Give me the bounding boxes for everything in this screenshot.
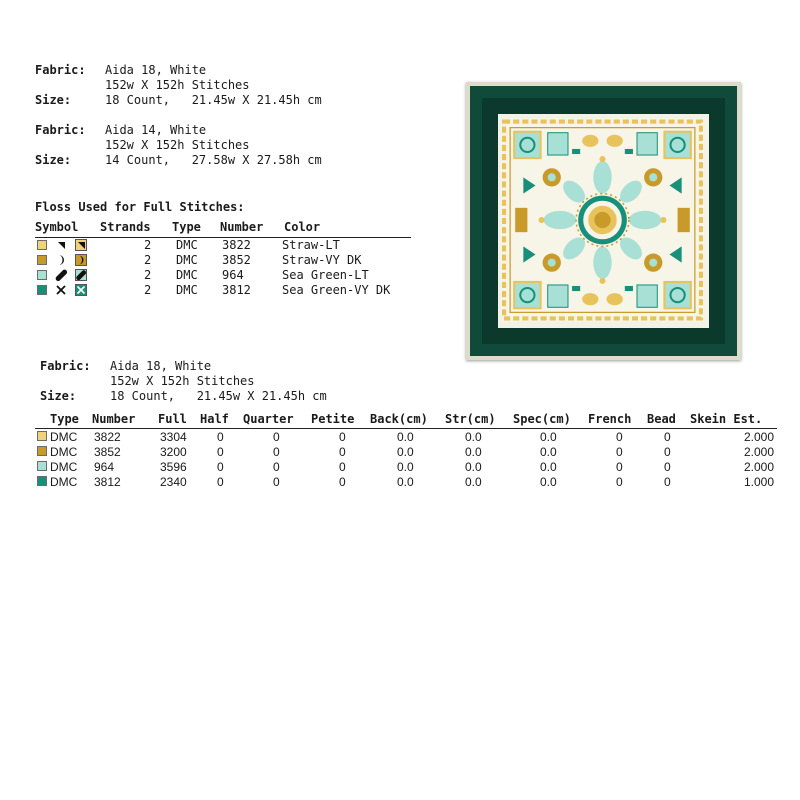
size-label: Size: (35, 153, 72, 167)
color-swatch (37, 240, 47, 250)
floss-number: 3822 (222, 238, 251, 252)
summary-skein: 2.000 (744, 460, 775, 474)
summary-type: DMC (50, 475, 78, 489)
summary-petite: 0 (339, 430, 346, 444)
summary-petite: 0 (339, 475, 346, 489)
floss-strands: 2 (144, 253, 152, 267)
summary-bead: 0 (664, 445, 671, 459)
floss-number: 3812 (222, 283, 251, 297)
summary-header-spec: Spec(cm) (513, 412, 571, 426)
fabric-value: Aida 18, White (105, 63, 207, 77)
cross-symbol-icon (55, 284, 67, 296)
summary-header-quarter: Quarter (243, 412, 294, 426)
floss-type: DMC (176, 268, 198, 282)
floss-header-symbol: Symbol (35, 220, 79, 234)
summary-quarter: 0 (273, 460, 280, 474)
fabric-value: Aida 18, White (110, 359, 212, 373)
summary-number: 3852 (94, 445, 121, 459)
summary-half: 0 (217, 430, 224, 444)
summary-type: DMC (50, 460, 78, 474)
color-swatch (37, 285, 47, 295)
summary-full: 3200 (160, 445, 187, 459)
summary-header-petite: Petite (311, 412, 355, 426)
summary-half: 0 (217, 475, 224, 489)
summary-bead: 0 (664, 460, 671, 474)
summary-petite: 0 (339, 460, 346, 474)
summary-header-back: Back(cm) (370, 412, 428, 426)
color-swatch (37, 446, 47, 456)
frame-mat (498, 114, 709, 328)
pill-symbol-swatch-icon (75, 269, 87, 281)
summary-quarter: 0 (273, 430, 280, 444)
floss-type: DMC (176, 283, 198, 297)
summary-header-str: Str(cm) (445, 412, 496, 426)
summary-str: 0.0 (465, 460, 482, 474)
summary-header-rule (35, 428, 777, 429)
floss-color: Sea Green-VY DK (282, 283, 391, 297)
summary-half: 0 (217, 445, 224, 459)
summary-header-type: Type (50, 412, 79, 426)
summary-str: 0.0 (465, 445, 482, 459)
summary-header-french: French (588, 412, 632, 426)
triangle-symbol-icon (55, 239, 67, 251)
summary-header-number: Number (92, 412, 136, 426)
summary-type: DMC (50, 430, 78, 444)
triangle-symbol-swatch-icon (75, 239, 87, 251)
size-value: 14 Count, 27.58w X 27.58h cm (105, 153, 322, 167)
floss-number: 964 (222, 268, 244, 282)
floss-title: Floss Used for Full Stitches: (35, 200, 245, 214)
color-swatch (37, 431, 47, 441)
stitch-count: 152w X 152h Stitches (105, 138, 250, 152)
summary-quarter: 0 (273, 475, 280, 489)
summary-french: 0 (616, 445, 623, 459)
fabric-label: Fabric: (35, 123, 86, 137)
floss-header-number: Number (220, 220, 264, 234)
summary-back: 0.0 (397, 445, 414, 459)
floss-header-color: Color (284, 220, 321, 234)
summary-str: 0.0 (465, 475, 482, 489)
summary-spec: 0.0 (540, 430, 557, 444)
summary-french: 0 (616, 475, 623, 489)
color-swatch (37, 461, 47, 471)
color-swatch (37, 270, 47, 280)
stitch-count: 152w X 152h Stitches (105, 78, 250, 92)
summary-str: 0.0 (465, 430, 482, 444)
summary-back: 0.0 (397, 430, 414, 444)
summary-bead: 0 (664, 430, 671, 444)
summary-french: 0 (616, 430, 623, 444)
summary-full: 2340 (160, 475, 187, 489)
floss-strands: 2 (144, 238, 152, 252)
cross-symbol-swatch-icon (75, 284, 87, 296)
frame-inner-border (482, 98, 725, 344)
summary-skein: 1.000 (744, 475, 775, 489)
summary-french: 0 (616, 460, 623, 474)
summary-spec: 0.0 (540, 445, 557, 459)
summary-quarter: 0 (273, 445, 280, 459)
summary-skein: 2.000 (744, 430, 775, 444)
summary-number: 964 (94, 460, 115, 474)
stitch-count: 152w X 152h Stitches (110, 374, 255, 388)
summary-half: 0 (217, 460, 224, 474)
summary-header-full: Full (158, 412, 187, 426)
size-label: Size: (40, 389, 77, 403)
summary-header-half: Half (200, 412, 229, 426)
summary-bead: 0 (664, 475, 671, 489)
summary-header-skein: Skein Est. (690, 412, 763, 426)
fabric-value: Aida 14, White (105, 123, 207, 137)
fabric-label: Fabric: (40, 359, 91, 373)
floss-type: DMC (176, 253, 198, 267)
crescent-symbol-swatch-icon (75, 254, 87, 266)
color-swatch (37, 255, 47, 265)
floss-number: 3852 (222, 253, 251, 267)
floss-color: Straw-VY DK (282, 253, 362, 267)
floss-color: Sea Green-LT (282, 268, 369, 282)
summary-full: 3304 (160, 430, 187, 444)
color-swatch (37, 476, 47, 486)
crescent-symbol-icon (55, 254, 67, 266)
summary-spec: 0.0 (540, 475, 557, 489)
fabric-label: Fabric: (35, 63, 86, 77)
floss-strands: 2 (144, 283, 152, 297)
pill-symbol-icon (55, 269, 67, 281)
summary-back: 0.0 (397, 475, 414, 489)
summary-full: 3596 (160, 460, 187, 474)
floss-header-strands: Strands (100, 220, 151, 234)
size-label: Size: (35, 93, 72, 107)
summary-type: DMC (50, 445, 78, 459)
cross-stitch-pattern-image (501, 117, 704, 323)
summary-header-bead: Bead (647, 412, 676, 426)
size-value: 18 Count, 21.45w X 21.45h cm (110, 389, 327, 403)
summary-back: 0.0 (397, 460, 414, 474)
floss-color: Straw-LT (282, 238, 340, 252)
summary-number: 3812 (94, 475, 121, 489)
picture-frame (470, 86, 737, 356)
floss-header-type: Type (172, 220, 201, 234)
floss-strands: 2 (144, 268, 152, 282)
summary-skein: 2.000 (744, 445, 775, 459)
floss-type: DMC (176, 238, 198, 252)
summary-spec: 0.0 (540, 460, 557, 474)
summary-number: 3822 (94, 430, 121, 444)
size-value: 18 Count, 21.45w X 21.45h cm (105, 93, 322, 107)
summary-petite: 0 (339, 445, 346, 459)
